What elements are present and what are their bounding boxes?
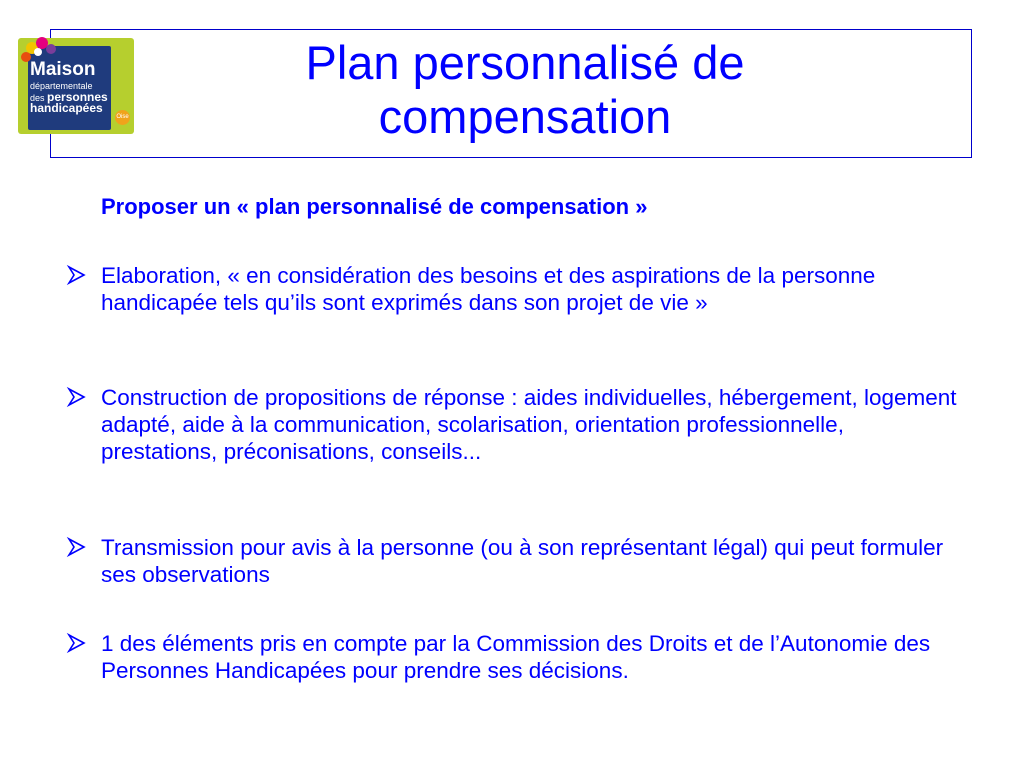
logo-line-handicapees	[30, 103, 110, 115]
bullet-text: 1 des éléments pris en compte par la Commission des Droits et de l’Autonomie des Personnes Handicapées pour prendre ses décisions.	[101, 631, 931, 683]
slide-title	[150, 36, 900, 144]
bullet-item	[66, 262, 966, 316]
chevron-arrow-icon	[66, 262, 88, 288]
chevron-arrow-icon	[66, 534, 88, 560]
bullet-text: Transmission pour avis à la personne (ou à son représentant légal) qui peut formuler ses observations	[101, 535, 944, 587]
logo-subtext	[30, 81, 110, 115]
bullet-item	[66, 384, 966, 465]
title-line-1: Plan personnalisé de	[305, 36, 745, 89]
bullet-item	[66, 534, 966, 588]
slide-subtitle: Proposer un « plan personnalisé de compensation »	[101, 194, 648, 219]
mdph-logo	[18, 38, 136, 138]
logo-oise-badge: Oise	[115, 110, 130, 125]
logo-personnes: personnes	[47, 89, 108, 104]
chevron-arrow-icon	[66, 384, 88, 410]
logo-line-departementale: départementale	[30, 81, 93, 91]
chevron-arrow-icon	[66, 630, 88, 656]
logo-des: des	[30, 92, 45, 103]
bullet-text: Elaboration, « en considération des besoins et des aspirations de la personne handicapée tels qu’ils sont exprimés dans son projet de vie »	[101, 263, 876, 315]
logo-maison-text: Maison	[30, 59, 96, 80]
bullet-item	[66, 630, 966, 684]
logo-handicapees: handicapées	[30, 101, 103, 115]
title-line-2: compensation	[378, 90, 672, 143]
bullet-text: Construction de propositions de réponse : aides individuelles, hébergement, logement adapté, aide à la communication, scolarisation, orientation professionnelle, prestations, préconisations, conseils...	[101, 385, 957, 464]
